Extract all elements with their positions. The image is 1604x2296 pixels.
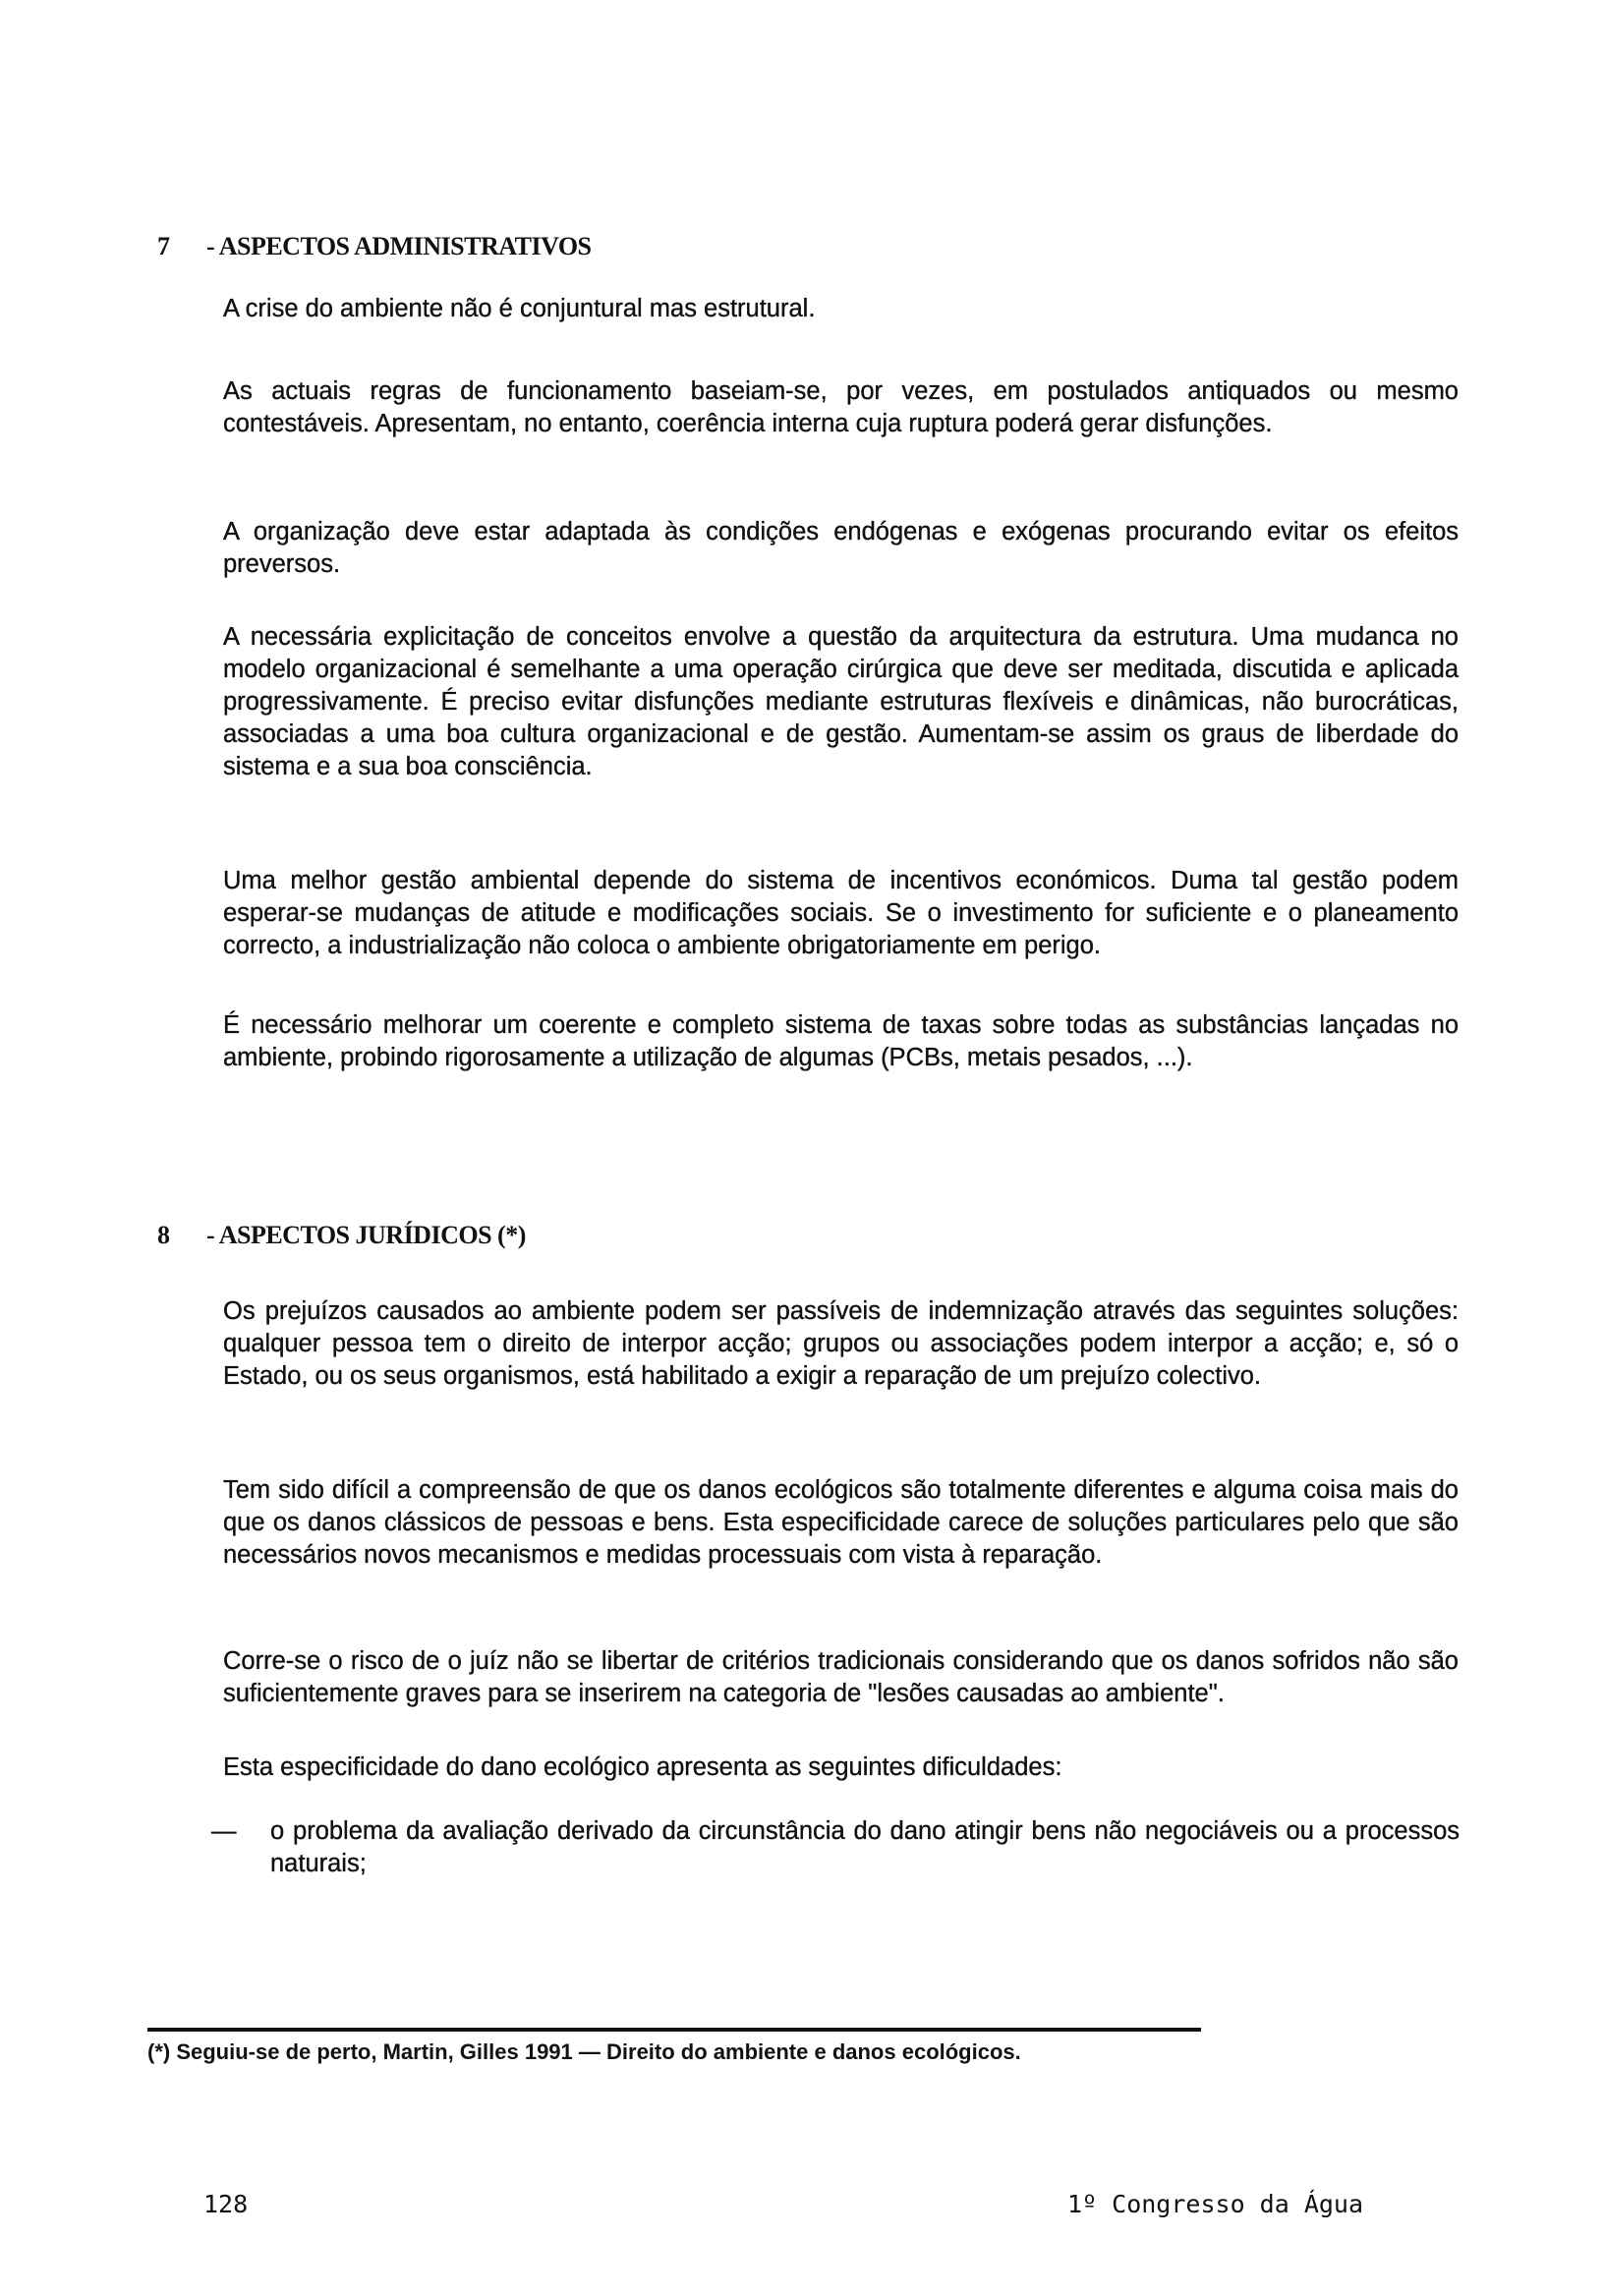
section-title: - ASPECTOS ADMINISTRATIVOS: [206, 232, 592, 260]
paragraph: A necessária explicitação de conceitos envolve a questão da arquitectura da estrutura. Uma mudanca no modelo organizacional é semelhante a uma operação cirúrgica que deve ser meditada, discutida e aplicada progressivamente. É preciso evitar disfunções mediante estruturas flexíveis e dinâmicas, não burocráticas, associadas a uma boa cultura organizacional e de gestão. Aumentam-se assim os graus de liberdade do sistema e a sua boa consciência.: [223, 623, 1459, 780]
footnote: (*) Seguiu-se de perto, Martin, Gilles 1991 — Direito do ambiente e danos ecológicos.: [147, 2039, 1021, 2064]
section-number: 8: [157, 1221, 170, 1249]
list-item-text: o problema da avaliação derivado da circunstância do dano atingir bens não negociáveis ou a processos naturais;: [270, 1817, 1460, 1877]
paragraph: A crise do ambiente não é conjuntural mas estrutural.: [223, 295, 816, 322]
paragraph: As actuais regras de funcionamento baseiam-se, por vezes, em postulados antiquados ou mesmo contestáveis. Apresentam, no entanto, coerência interna cuja ruptura poderá gerar disfunções.: [223, 377, 1459, 437]
paragraph: Corre-se o risco de o juíz não se libertar de critérios tradicionais considerando que os danos sofridos não são suficientemente graves para se inserirem na categoria de "lesões causadas ao ambiente".: [223, 1647, 1459, 1707]
publication-title: 1º Congresso da Água: [1067, 2190, 1364, 2218]
dash-bullet: —: [211, 1817, 237, 1845]
paragraph: Esta especificidade do dano ecológico apresenta as seguintes dificuldades:: [223, 1753, 1062, 1781]
paragraph: É necessário melhorar um coerente e completo sistema de taxas sobre todas as substâncias lançadas no ambiente, probindo rigorosamente a utilização de algumas (PCBs, metais pesados, ...).: [223, 1011, 1459, 1071]
section-number: 7: [157, 232, 170, 260]
section-8-heading: [157, 1221, 526, 1250]
footnote-divider: [147, 2028, 1201, 2032]
list-item: [211, 1815, 1460, 1880]
section-7-heading: [157, 232, 592, 261]
section-title: - ASPECTOS JURÍDICOS (*): [206, 1221, 526, 1249]
page-number: 128: [203, 2190, 249, 2218]
paragraph: Tem sido difícil a compreensão de que os danos ecológicos são totalmente diferentes e alguma coisa mais do que os danos clássicos de pessoas e bens. Esta especificidade carece de soluções particulares pelo que são necessários novos mecanismos e medidas processuais com vista à reparação.: [223, 1476, 1459, 1569]
paragraph: A organização deve estar adaptada às condições endógenas e exógenas procurando evitar os efeitos preversos.: [223, 518, 1459, 578]
paragraph: Os prejuízos causados ao ambiente podem ser passíveis de indemnização através das seguintes soluções: qualquer pessoa tem o direito de interpor acção; grupos ou associações podem interpor a acção; e, só o Estado, ou os seus organismos, está habilitado a exigir a reparação de um prejuízo colectivo.: [223, 1297, 1459, 1390]
paragraph: Uma melhor gestão ambiental depende do sistema de incentivos económicos. Duma tal gestão podem esperar-se mudanças de atitude e modificações sociais. Se o investimento for suficiente e o planeamento correcto, a industrialização não coloca o ambiente obrigatoriamente em perigo.: [223, 867, 1459, 959]
